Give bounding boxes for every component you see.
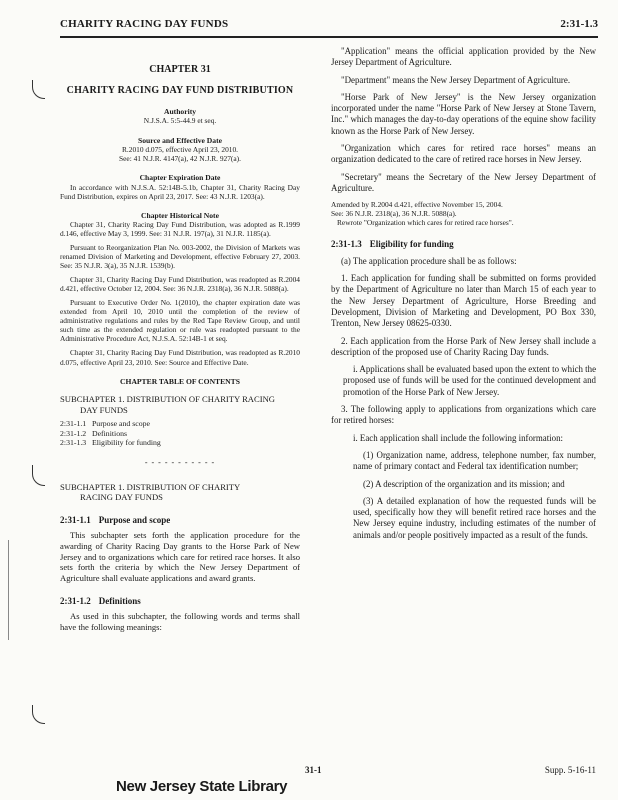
- paragraph-2: 2. Each application from the Horse Park of New Jersey shall include a description of the proposed use of Charity Racing Day funds.: [331, 335, 596, 357]
- page-number: 31-1: [305, 765, 322, 775]
- history-note-1: Chapter 31, Charity Racing Day Fund Distribution, was adopted as R.1999 d.146, effective May 3, 1999. See: 31 N.J.R. 197(a), 31 N.J.R. 1185(a).: [60, 220, 300, 239]
- toc-entry[interactable]: 2:31-1.3 Eligibility for funding: [60, 438, 161, 448]
- section-heading: 2:31-1.2 Definitions: [60, 595, 141, 606]
- toc-subchapter-line-2: DAY FUNDS: [80, 404, 128, 415]
- amendment-line-3: Rewrote "Organization which cares for retired race horses".: [337, 218, 514, 228]
- paragraph-3-i-1: (1) Organization name, address, telephone number, fax number, name of primary contact and Federal tax identification number;: [353, 449, 596, 472]
- source-heading: Source and Effective Date: [137, 135, 222, 145]
- toc-entry[interactable]: 2:31-1.1 Purpose and scope: [60, 419, 150, 429]
- left-column: [60, 46, 300, 633]
- amendment-note: [331, 200, 596, 227]
- subsection-a: (a) The application procedure shall be as follows:: [341, 255, 517, 266]
- source-line-1: R.2010 d.075, effective April 23, 2010.: [121, 145, 239, 154]
- history-note-5: Chapter 31, Charity Racing Day Fund Distribution, was readopted as R.2010 d.075, effective April 23, 2010. See: Source and Effective Date.: [60, 348, 300, 367]
- authority-text: N.J.S.A. 5:5-44.9 et seq.: [143, 116, 217, 126]
- expiration-heading: Chapter Expiration Date: [139, 173, 221, 183]
- toc-list: [60, 419, 300, 447]
- supplement-date: Supp. 5-16-11: [544, 765, 596, 775]
- amendment-line-1: Amended by R.2004 d.421, effective November 15, 2004.: [331, 200, 503, 210]
- paragraph-3: 3. The following apply to applications from organizations which care for retired horses:: [331, 404, 596, 426]
- history-note-3: Chapter 31, Charity Racing Day Fund Distribution, was readopted as R.2004 d.421, effective October 12, 2004. See: 36 N.J.R. 2318(a), 36 N.J.R. 5088(a).: [60, 275, 300, 294]
- amendment-line-2: See: 36 N.J.R. 2318(a), 36 N.J.R. 5088(a).: [331, 209, 457, 219]
- running-header: [60, 14, 598, 38]
- header-title: CHARITY RACING DAY FUNDS: [60, 18, 229, 30]
- history-heading: Chapter Historical Note: [141, 210, 219, 220]
- definition: "Application" means the official application provided by the New Jersey Department of Agriculture.: [331, 46, 596, 68]
- section-heading: 2:31-1.1 Purpose and scope: [60, 514, 171, 525]
- paragraph-3-i-3: (3) A detailed explanation of how the requested funds will be used, specifically how they will benefit retired race horses and the New Jersey equine industry, including estimates of the number of animals and/or people positively impacted as a result of the funds.: [353, 495, 596, 540]
- paragraph-2-i: i. Applications shall be evaluated based upon the extent to which the proposed use of funds will be used for the continued development and promotion of the Horse Park of New Jersey.: [343, 364, 597, 397]
- chapter-title: CHARITY RACING DAY FUND DISTRIBUTION: [66, 84, 294, 96]
- subchapter-line-1: SUBCHAPTER 1. DISTRIBUTION OF CHARITY: [60, 481, 241, 492]
- paragraph-1: 1. Each application for funding shall be submitted on forms provided by the Department of Agriculture no later than March 15 of each year to the New Jersey Department of Agriculture, Horse Breeding and Development, Division of Marketing and Development, PO Box 330, Trenton, New Jersey 08625-0330.: [331, 273, 596, 329]
- section-heading: 2:31-1.3 Eligibility for funding: [331, 239, 454, 250]
- history-note-4: Pursuant to Executive Order No. 1(2010), the chapter expiration date was extended from April 10, 2010 until the completion of the review of administrative regulations and rules by the Red Tape Review Group, and until such time as the extended regulation or rule was readopted pursuant to the Administrative Procedure Act, N.J.S.A. 52:14B-1 et seq.: [60, 298, 300, 344]
- expiration-text: In accordance with N.J.S.A. 52:14B-5.1b, Chapter 31, Charity Racing Day Fund Distribution, expires on April 23, 2017. See: 43 N.J.R. 1203(a).: [60, 182, 300, 201]
- chapter-number: CHAPTER 31: [149, 64, 211, 75]
- library-stamp: New Jersey State Library: [116, 778, 288, 795]
- definition: "Secretary" means the Secretary of the New Jersey Department of Agriculture.: [331, 171, 596, 193]
- toc-subchapter-line-1: SUBCHAPTER 1. DISTRIBUTION OF CHARITY RACING: [60, 394, 276, 405]
- definition: "Organization which cares for retired race horses" means an organization dedicated to the care of retired race horses in New Jersey.: [331, 143, 596, 165]
- paragraph-3-i-2: (2) A description of the organization and its mission; and: [363, 478, 565, 489]
- toc-subchapter: [60, 394, 300, 415]
- margin-line: [8, 540, 9, 640]
- toc-entry[interactable]: 2:31-1.2 Definitions: [60, 428, 128, 438]
- header-section: 2:31-1.3: [560, 18, 598, 30]
- punch-mark-bottom: [32, 705, 45, 724]
- section-body: This subchapter sets forth the application procedure for the awarding of Charity Racing Day grants to the Horse Park of New Jersey and to organizations which care for retired race horses. It also sets forth the criteria by which the New Jersey Department of Agriculture shall evaluate applications and award grants.: [60, 530, 300, 584]
- punch-mark-middle: [32, 465, 45, 486]
- definition: "Department" means the New Jersey Department of Agriculture.: [341, 74, 571, 85]
- paragraph-3-i: i. Each application shall include the following information:: [353, 432, 563, 443]
- authority-heading: Authority: [163, 107, 197, 116]
- source-line-2: See: 41 N.J.R. 4147(a), 42 N.J.R. 927(a).: [119, 154, 241, 164]
- history-note-2: Pursuant to Reorganization Plan No. 003-2002, the Division of Markets was renamed Division of Marketing and Development, effective February 27, 2003. See: 35 N.J.R. 3(a), 35 N.J.R. 1539(b).: [60, 243, 300, 271]
- subchapter-line-2: RACING DAY FUNDS: [80, 492, 163, 503]
- definition: "Horse Park of New Jersey" is the New Jersey organization incorporated under the name "Horse Park of New Jersey at Stone Tavern, Inc." which manages the day-to-day operations of the equine show facility known as the Horse Park of New Jersey.: [331, 91, 596, 136]
- section-divider: - - - - - - - - - - -: [144, 457, 216, 467]
- right-column: [331, 46, 596, 547]
- subchapter-heading: [60, 482, 300, 503]
- section-body: As used in this subchapter, the following words and terms shall have the following meanings:: [60, 611, 300, 632]
- punch-mark-top: [32, 80, 45, 99]
- toc-heading: CHAPTER TABLE OF CONTENTS: [120, 376, 240, 386]
